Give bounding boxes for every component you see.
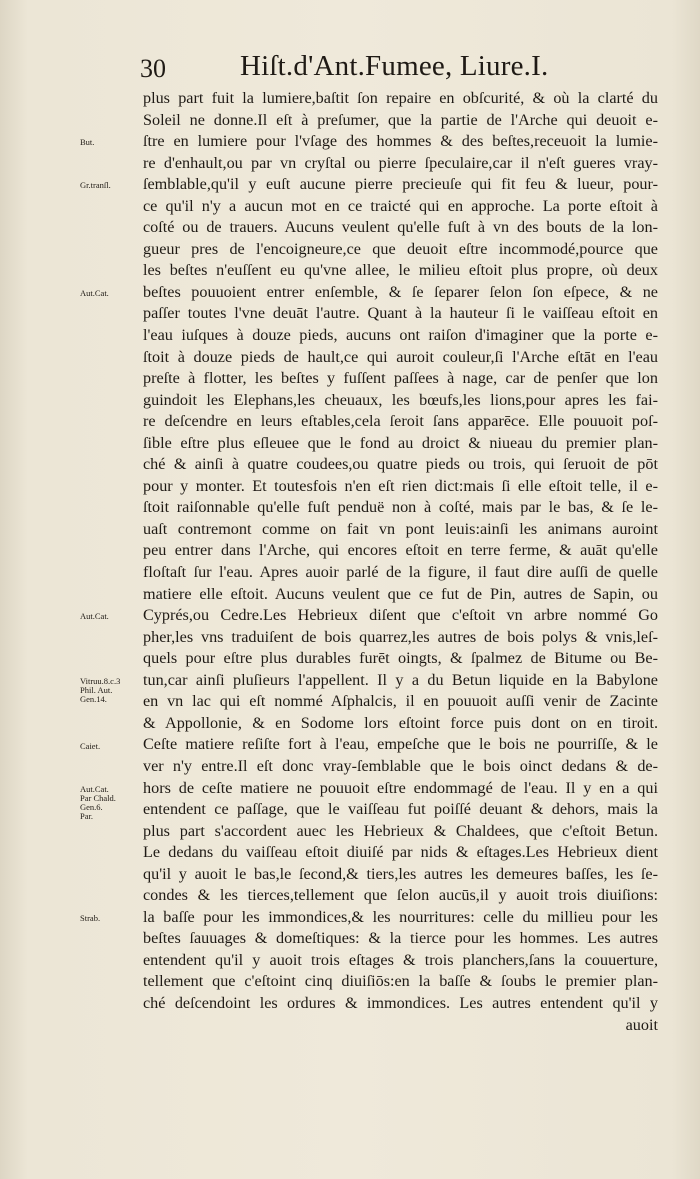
margin-note: Strab.	[80, 912, 101, 923]
text-line: Cyprés,ou Cedre.Les Hebrieux diſent que c'eſtoit vn arbre nommé Go	[143, 606, 658, 625]
text-line: paſſer toutes l'vne deuāt l'autre. Quant à la hauteur ſi le vaiſſeau eſtoit en	[143, 304, 658, 323]
text-line: en vn lac qui eſt nommé Aſphalcis, il en pouuoit auſſi venir de Zacinte	[143, 692, 658, 711]
margin-note: Aut.Cat.	[80, 611, 109, 622]
text-line: coſté ou de trauers. Aucuns veulent qu'elle fuſt à vn des bouts de la lon-	[143, 218, 658, 237]
text-line: ſtre en lumiere pour l'vſage des hommes & des beſtes,receuoit la lumie-	[143, 132, 658, 151]
text-line: pher,les vns traduiſent de bois quarrez,les autres de bois polys & vnis,leſ-	[143, 627, 658, 646]
text-line: beſtes pouuoient entrer enſemble, & ſe ſeparer ſelon ſon eſpece, & ne	[143, 282, 658, 301]
text-line: preſte à flotter, les beſtes y fuſſent paſſees à nage, car de penſer que lon	[143, 369, 658, 388]
text-line: floſtaſt ſur l'eau. Apres auoir parlé de la figure, il faut dire auſſi de quelle	[143, 563, 658, 582]
text-line: guindoit les Elephans,les cheuaux, les bœufs,les lions,pour apres les fai-	[143, 390, 658, 409]
text-line: ſemblable,qu'il y euſt aucune pierre precieuſe qui fit feu & lueur, pour-	[143, 175, 658, 194]
text-line: ché & ainſi à quatre coudees,ou quatre pieds ou trois, qui ſeruoit de pōt	[143, 455, 658, 474]
margin-note: Aut.Cat.	[80, 287, 109, 298]
text-line: ſtoit raiſonnable qu'elle fuſt penduë non à coſté, mais par le bas, & ſe le-	[143, 498, 658, 517]
text-line: les beſtes n'euſſent eu qu'vne allee, le milieu eſtoit plus propre, où deux	[143, 261, 658, 280]
text-line: uaſt contremont comme on fait vn pont leuis:ainſi les animans auroint	[143, 519, 658, 538]
text-line: re d'enhault,ou par vn cryſtal ou pierre ſpeculaire,car il n'eſt gueres vray-	[143, 153, 658, 172]
body-text	[143, 88, 658, 1036]
margin-notes	[0, 0, 140, 1179]
text-line: Le dedans du vaiſſeau eſtoit diuiſé par nids & eſtages.Les Hebrieux dient	[143, 843, 658, 862]
text-line: auoit	[625, 1015, 658, 1034]
page-header	[140, 50, 660, 90]
text-line: entendent qu'il y auoit trois eſtages & trois planchers,ſans la couuerture,	[143, 950, 658, 969]
page-number: 30	[140, 54, 166, 83]
text-line: ché deſcendoint les ordures & immondices. Les autres entendent qu'il y	[143, 993, 658, 1012]
margin-note: Gr.tranſl.	[80, 180, 111, 191]
text-line: tun,car ainſi pluſieurs l'appellent. Il y a du Betun liquide en la Babylone	[143, 670, 658, 689]
margin-note: Aut.Cat. Par Chald. Gen.6. Par.	[80, 783, 116, 821]
text-line: ſible eſtre plus eſleuee que le fond au droict & niueau du premier plan-	[143, 433, 658, 452]
text-line: Ceſte matiere reſiſte fort à l'eau, empeſche que le bois ne pourriſſe, & le	[143, 735, 658, 754]
text-line: Soleil ne donne.Il eſt à preſumer, que la partie de l'Arche qui deuoit e-	[143, 110, 658, 129]
text-line: plus part s'accordent auec les Hebrieux & Chaldees, que c'eſtoit Betun.	[143, 821, 658, 840]
text-line: ce qu'il n'y a aucun mot en ce traicté qui en approche. La porte eſtoit à	[143, 196, 658, 215]
text-line: hors de ceſte matiere ne pouuoit eſtre endommagé de l'eau. Il y en a qui	[143, 778, 658, 797]
text-line: condes & les tierces,tellement que ſelon aucūs,il y auoit trois diuiſions:	[143, 886, 658, 905]
text-line: la baſſe pour les immondices,& les nourritures: celle du millieu pour les	[143, 907, 658, 926]
running-title: Hiſt.d'Ant.Fumee, Liure.I.	[240, 50, 549, 82]
margin-note: Vitruu.8.c.3 Phil. Aut. Gen.14.	[80, 675, 121, 704]
text-line: quels pour eſtre plus durables furēt oingts, & ſpalmez de Bitume ou Be-	[143, 649, 658, 668]
text-line: tellement que c'eſtoint cinq diuiſiōs:en la baſſe & ſoubs le premier plan-	[143, 972, 658, 991]
text-line: peu entrer dans l'Arche, qui encores eſtoit en terre ferme, & auāt qu'elle	[143, 541, 658, 560]
text-line: entendent ce paſſage, que le vaiſſeau fut poiſſé deuant & dehors, mais la	[143, 800, 658, 819]
text-line: l'eau iuſques à douze pieds, aucuns ont raiſon d'imaginer que la porte e-	[143, 326, 658, 345]
text-line: re deſcendre en leurs eſtables,cela ſeroit ſans apparēce. Elle pouuoit poſ-	[143, 412, 658, 431]
text-line: plus part fuit la lumiere,baſtit ſon repaire en obſcurité, & où la clarté du	[143, 89, 658, 107]
text-line: ſtoit à douze pieds de hault,ce qui auroit couleur,ſi l'Arche eſtāt en l'eau	[143, 347, 658, 366]
text-line: & Appollonie, & en Sodome lors eſtoint force puis dont on en tiroit.	[143, 713, 658, 732]
text-line: qu'il y auoit le bas,le ſecond,& tiers,les autres les demeures baſſes, les ſe-	[143, 864, 658, 883]
text-line: matiere elle eſtoit. Aucuns veulent que ce fut de Pin, autres de Sapin, ou	[143, 584, 658, 603]
margin-note: Caiet.	[80, 740, 101, 751]
text-line: beſtes ſauuages & domeſtiques: & la tierce pour les hommes. Les autres	[143, 929, 658, 948]
text-line: ver n'y entre.Il eſt donc vray-ſemblable que le bois oinct dedans & de-	[143, 756, 658, 775]
margin-note: But.	[80, 137, 95, 148]
text-line: gueur pres de l'encoigneure,ce que deuoit eſtre incommodé,pource que	[143, 239, 658, 258]
text-line: pour y monter. Et toutesfois n'en eſt rien dict:mais ſi elle eſtoit telle, il e-	[143, 476, 658, 495]
